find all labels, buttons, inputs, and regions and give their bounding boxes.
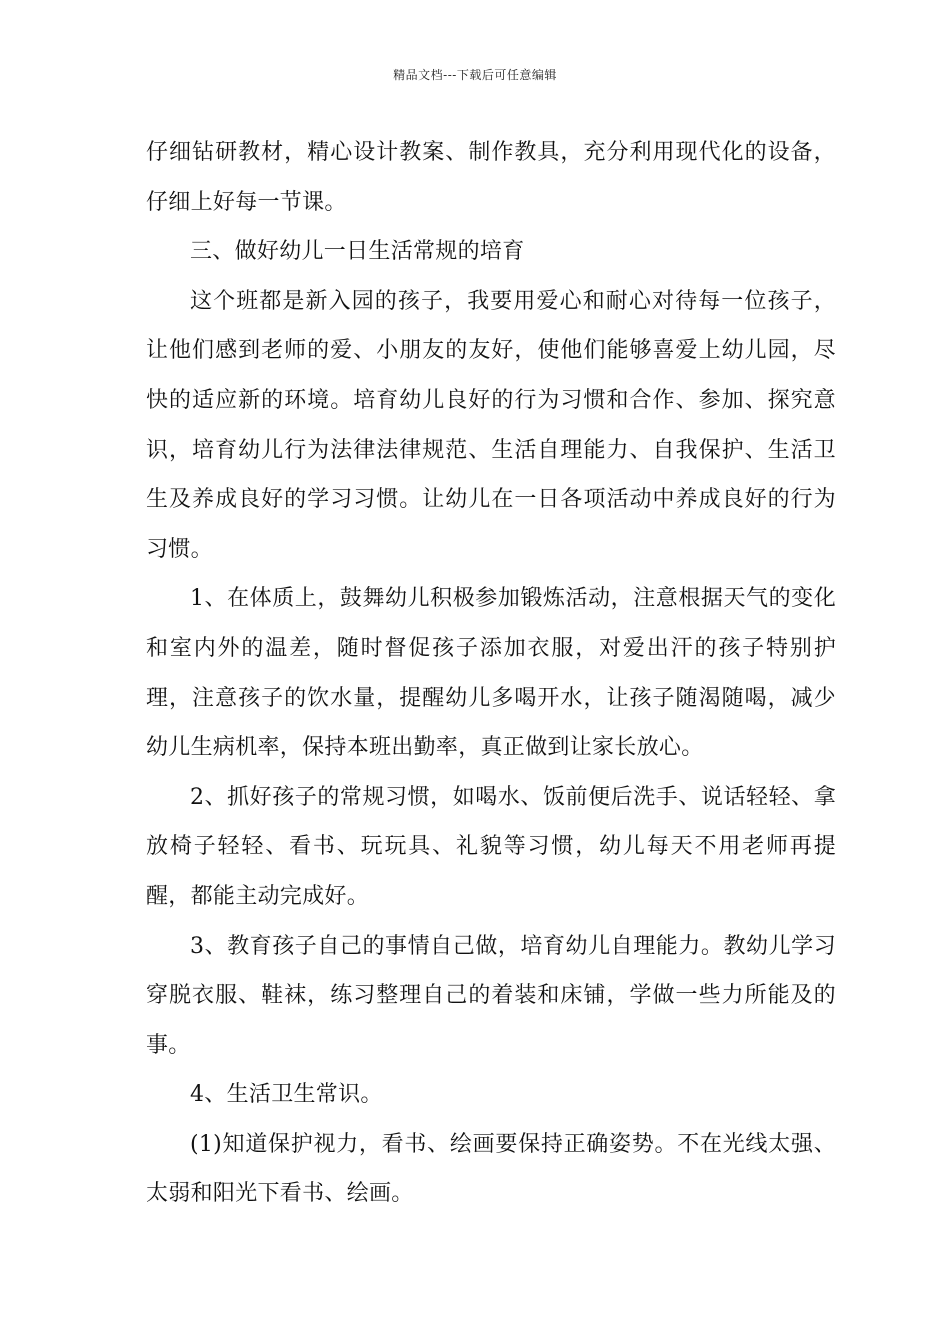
list-item-3: 3、教育孩子自己的事情自己做，培育幼儿自理能力。教幼儿学习穿脱衣服、鞋袜，练习整理自己的着装和床铺，学做一些力所能及的事。 xyxy=(146,933,836,1058)
page-header: 精品文档---下载后可任意编辑 xyxy=(393,68,557,82)
paragraph-3: 这个班都是新入园的孩子，我要用爱心和耐心对待每一位孩子，让他们感到老师的爱、小朋友的友好，使他们能够喜爱上幼儿园，尽快的适应新的环境。培育幼儿良好的行为习惯和合作、参加、探究意识，培育幼儿行为法律法律规范、生活自理能力、自我保护、生活卫生及养成良好的学习习惯。让幼儿在一日各项活动中养成良好的行为习惯。 xyxy=(146,288,836,562)
document-body xyxy=(146,128,836,1219)
sub-item-1: (1)知道保护视力，看书、绘画要保持正确姿势。不在光线太强、太弱和阳光下看书、绘画。 xyxy=(146,1131,836,1207)
list-item-1: 1、在体质上，鼓舞幼儿积极参加锻炼活动，注意根据天气的变化和室内外的温差，随时督促孩子添加衣服，对爱出汗的孩子特别护理，注意孩子的饮水量，提醒幼儿多喝开水，让孩子随渴随喝，减少幼儿生病机率，保持本班出勤率，真正做到让家长放心。 xyxy=(146,586,836,761)
section-heading: 三、做好幼儿一日生活常规的培育 xyxy=(190,239,525,265)
paragraph-1: 仔细钻研教材，精心设计教案、制作教具，充分利用现代化的设备，仔细上好每一节课。 xyxy=(146,140,836,215)
list-item-4: 4、生活卫生常识。 xyxy=(190,1082,383,1108)
list-item-2: 2、抓好孩子的常规习惯，如喝水、饭前便后洗手、说话轻轻、拿放椅子轻轻、看书、玩玩具、礼貌等习惯，幼儿每天不用老师再提醒，都能主动完成好。 xyxy=(146,784,836,909)
